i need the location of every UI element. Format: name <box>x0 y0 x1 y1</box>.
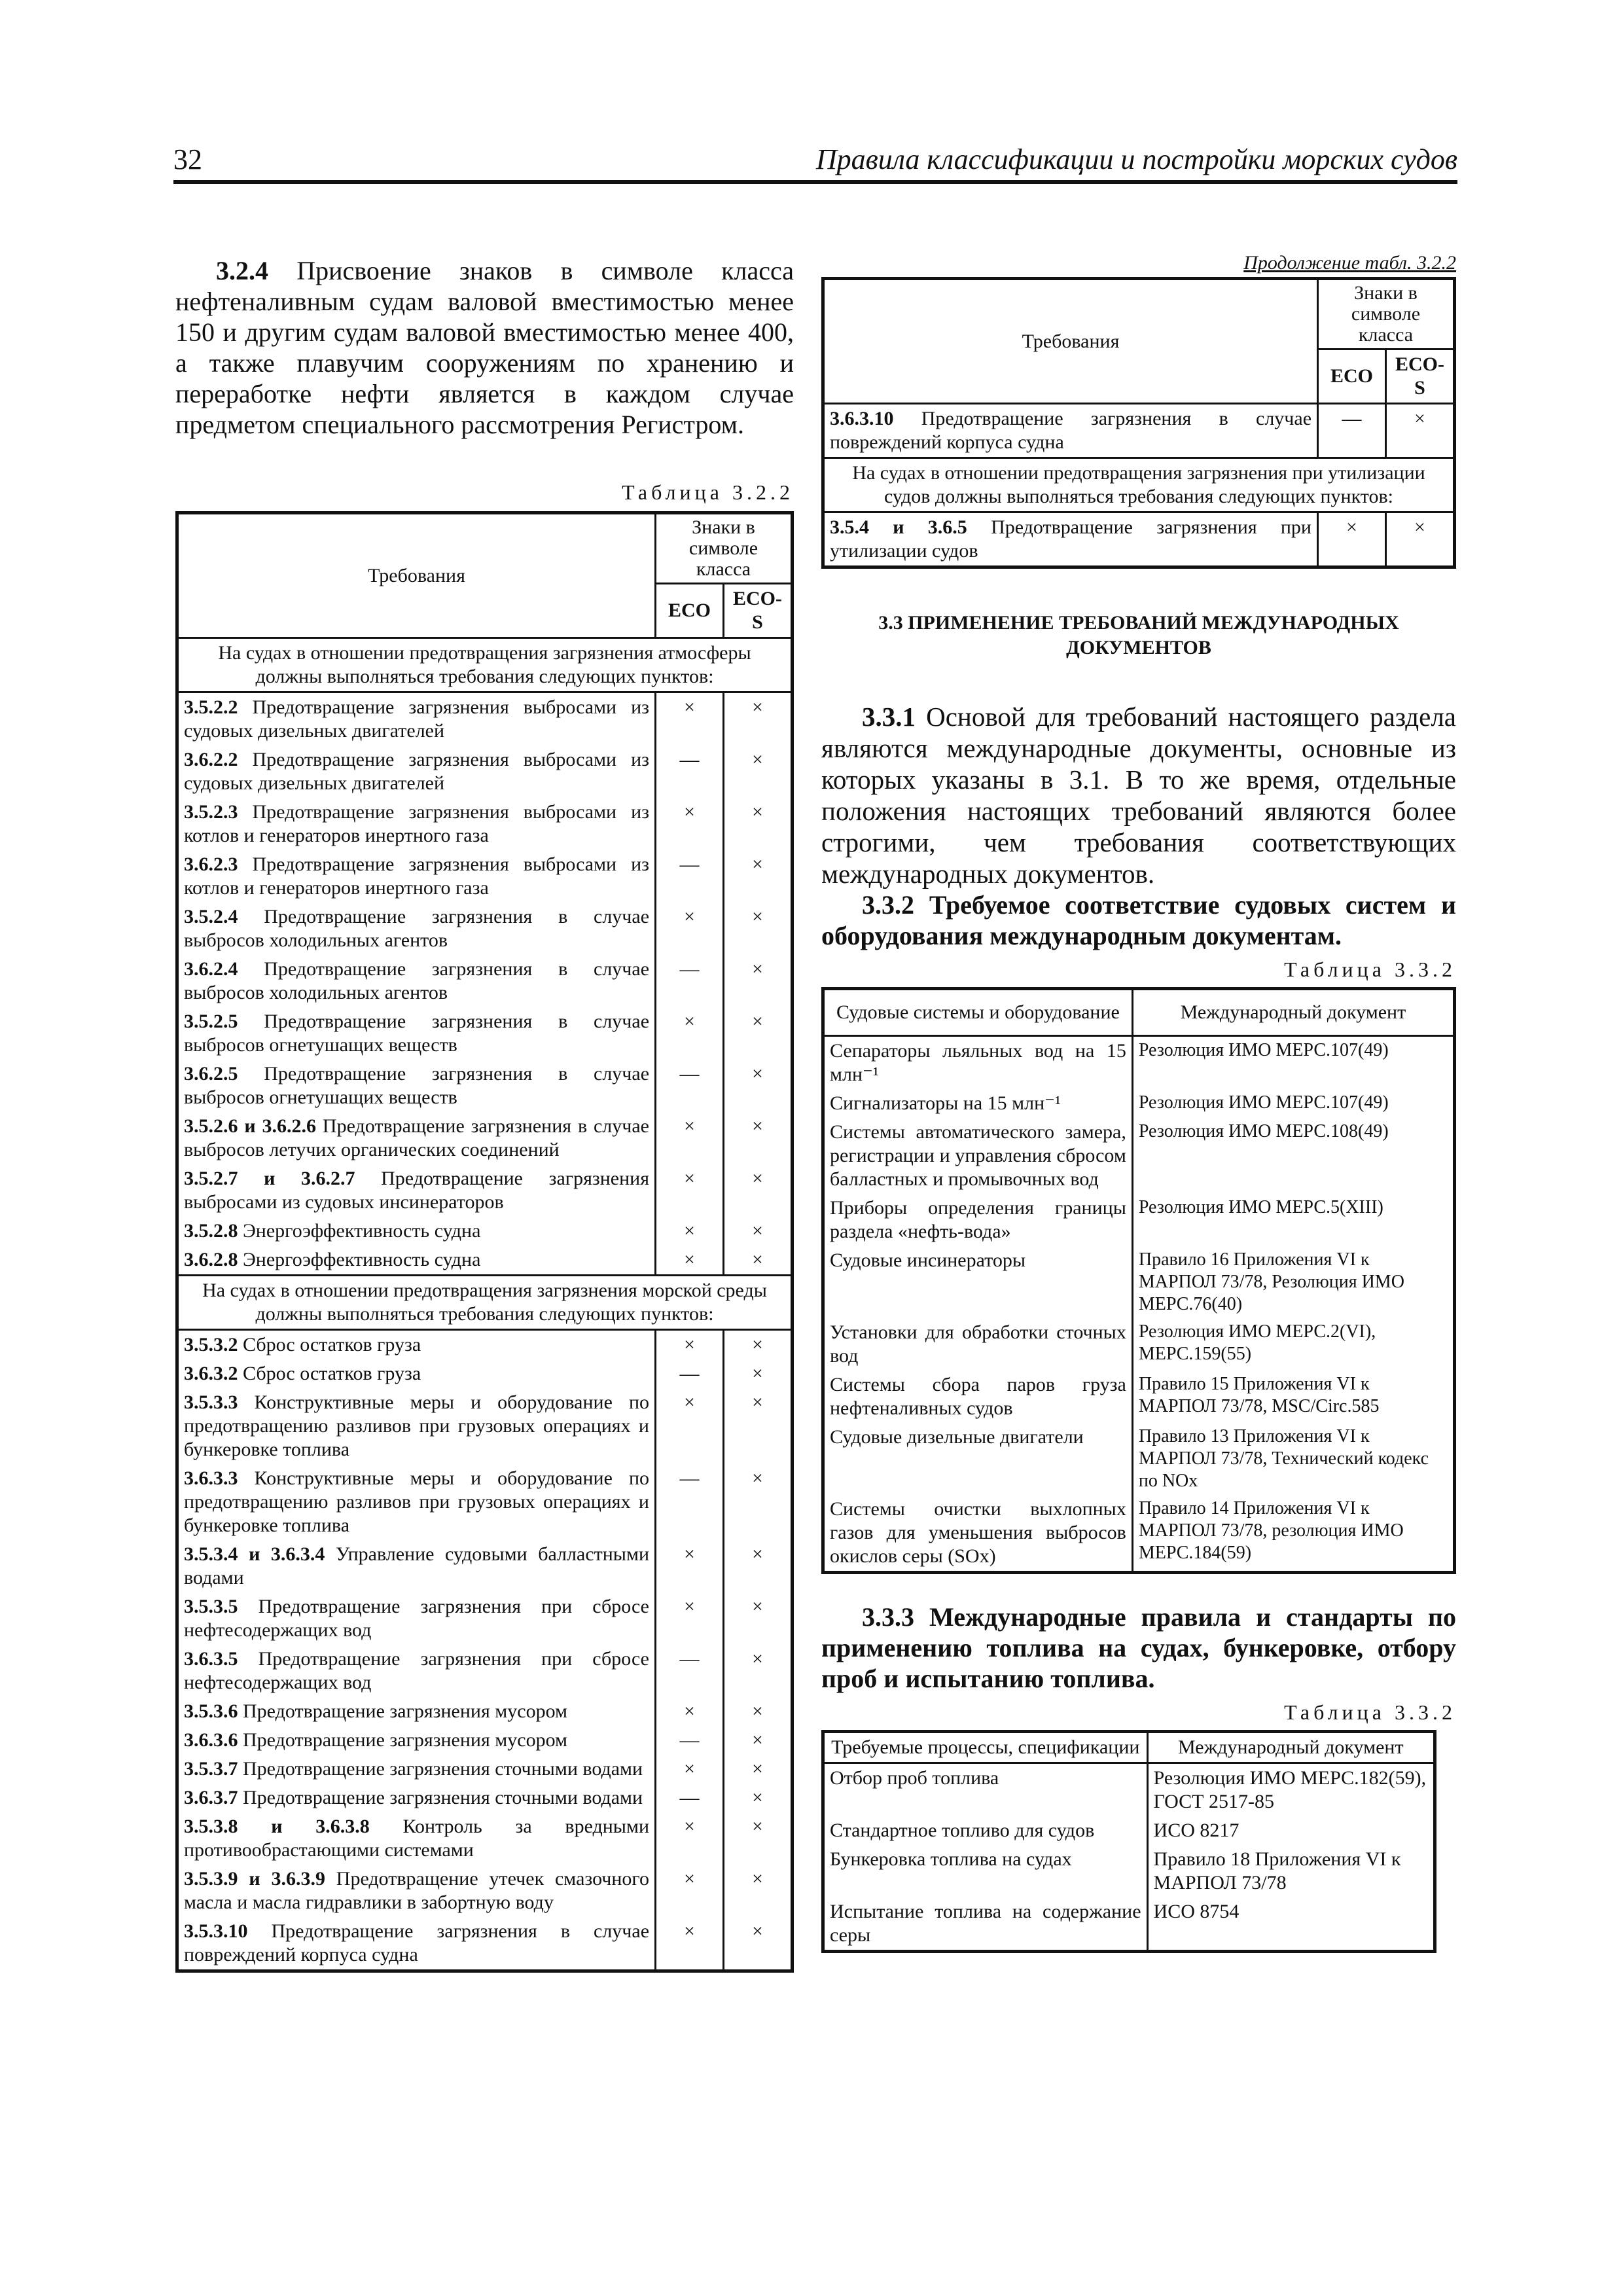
table-row <box>177 1007 793 1060</box>
row-text: Предотвращение загрязнения в случае выбросов холодильных агентов <box>184 906 650 951</box>
eco-mark: × <box>656 1755 724 1784</box>
eco-mark: × <box>656 1007 724 1060</box>
requirement-cell <box>177 692 656 746</box>
right-cell: ИСО 8217 <box>1147 1816 1435 1845</box>
table-row <box>177 1464 793 1540</box>
eco-mark: × <box>656 798 724 850</box>
row-text: Предотвращение загрязнения сточными водами <box>243 1758 643 1780</box>
table-row <box>177 1112 793 1164</box>
eco-s-mark: × <box>724 1164 793 1217</box>
row-number: 3.5.2.3 <box>184 801 238 823</box>
table-row <box>823 1845 1435 1897</box>
requirement-cell <box>177 1164 656 1217</box>
table-row <box>823 1118 1455 1194</box>
equipment-documents-table <box>821 987 1456 1574</box>
row-text: Предотвращение загрязнения при утилизации судов <box>830 516 1311 562</box>
requirement-cell <box>177 1330 656 1360</box>
right-cell: Резолюция ИМО МЕРС.107(49) <box>1132 1089 1454 1118</box>
table-row <box>177 1755 793 1784</box>
row-text: Предотвращение загрязнения в случае выбросов огнетушащих веществ <box>184 1011 650 1056</box>
right-cell: Резолюция ИМО МЕРС.2(VI), МЕРС.159(55) <box>1132 1318 1454 1371</box>
table-row <box>177 1388 793 1464</box>
eco-s-mark: × <box>724 745 793 798</box>
row-text: Предотвращение загрязнения в случае выбросов холодильных агентов <box>184 958 650 1003</box>
row-text: Конструктивные меры и оборудование по предотвращению разливов при грузовых операциях и бункеровке топлива <box>184 1391 650 1460</box>
requirement-cell <box>177 1007 656 1060</box>
requirement-cell <box>177 798 656 850</box>
eco-s-mark: × <box>724 798 793 850</box>
eco-s-mark: × <box>724 850 793 903</box>
paragraph-text: Основой для требований настоящего раздела являются международные документы, основные из которых указаны в 3.1. В то же время, отдельные положения настоящих требований являются более строгими, чем требования соответствующих международных документов. <box>821 702 1456 889</box>
requirement-cell <box>177 1812 656 1865</box>
paragraph-number: 3.3.1 <box>862 702 916 732</box>
requirement-cell <box>177 1464 656 1540</box>
row-number: 3.5.3.3 <box>184 1391 238 1413</box>
requirement-cell <box>177 1917 656 1971</box>
eco-mark: — <box>656 955 724 1007</box>
eco-s-mark: × <box>724 692 793 746</box>
table-body-equipment <box>823 1036 1455 1573</box>
requirement-cell <box>177 1388 656 1464</box>
left-cell: Судовые инсинераторы <box>823 1246 1133 1318</box>
eco-s-mark: × <box>1386 404 1455 458</box>
table-row <box>177 1726 793 1755</box>
row-number: 3.6.3.2 <box>184 1363 238 1384</box>
row-text: Предотвращение загрязнения мусором <box>243 1729 567 1751</box>
row-text: Предотвращение загрязнения в случае выбросов огнетушащих веществ <box>184 1063 650 1108</box>
eco-s-mark: × <box>724 1359 793 1388</box>
right-cell: Правило 16 Приложения VI к МАРПОЛ 73/78, Резолюция ИМО МЕРС.76(40) <box>1132 1246 1454 1318</box>
table-row <box>177 903 793 955</box>
table-row <box>177 1812 793 1865</box>
row-number: 3.5.3.4 и 3.6.3.4 <box>184 1543 325 1565</box>
row-number: 3.5.2.6 и 3.6.2.6 <box>184 1115 317 1137</box>
row-number: 3.6.2.8 <box>184 1249 238 1270</box>
row-number: 3.5.3.6 <box>184 1700 238 1722</box>
row-number: 3.5.3.7 <box>184 1758 238 1780</box>
column-header-document: Международный документ <box>1147 1732 1435 1763</box>
requirement-cell <box>177 1359 656 1388</box>
eco-s-mark: × <box>724 1217 793 1246</box>
left-cell: Установки для обработки сточных вод <box>823 1318 1133 1371</box>
page-header <box>173 141 1457 184</box>
row-number: 3.5.2.5 <box>184 1011 238 1032</box>
column-header-eco: ECO <box>1318 350 1386 404</box>
row-number: 3.5.2.4 <box>184 906 238 927</box>
table-body-fuel <box>823 1763 1435 1952</box>
row-text: Предотвращение утечек смазочного масла и масла гидравлики в забортную воду <box>184 1868 649 1913</box>
row-text: Предотвращение загрязнения в случае выбросов летучих органических соединений <box>184 1115 649 1160</box>
eco-mark: — <box>656 850 724 903</box>
eco-s-mark: × <box>724 1112 793 1164</box>
table-row <box>823 1371 1455 1423</box>
column-header-equipment: Судовые системы и оборудование <box>823 989 1133 1036</box>
requirement-cell <box>177 1217 656 1246</box>
requirement-cell <box>177 1865 656 1917</box>
column-header-processes: Требуемые процессы, спецификации <box>823 1732 1148 1763</box>
row-number: 3.6.2.4 <box>184 958 238 980</box>
eco-s-mark: × <box>724 1060 793 1112</box>
eco-s-mark: × <box>724 1812 793 1865</box>
row-text: Предотвращение загрязнения при сбросе нефтесодержащих вод <box>184 1648 649 1693</box>
table-row <box>177 1865 793 1917</box>
requirement-cell <box>177 903 656 955</box>
requirement-cell <box>177 1784 656 1812</box>
table-row <box>823 1246 1455 1318</box>
eco-s-mark: × <box>724 1388 793 1464</box>
row-number: 3.6.3.7 <box>184 1787 238 1808</box>
row-text: Предотвращение загрязнения при сбросе нефтесодержащих вод <box>184 1596 649 1641</box>
eco-s-mark: × <box>724 1592 793 1645</box>
row-number: 3.6.3.3 <box>184 1467 238 1489</box>
table-row <box>177 1917 793 1971</box>
right-cell: Резолюция ИМО МЕРС.108(49) <box>1132 1118 1454 1194</box>
requirement-cell <box>177 850 656 903</box>
eco-mark: — <box>656 1645 724 1697</box>
eco-mark: × <box>656 1112 724 1164</box>
eco-s-mark: × <box>724 955 793 1007</box>
requirements-table <box>175 511 794 1973</box>
eco-mark: × <box>656 1330 724 1360</box>
section-heading-3-3: 3.3 ПРИМЕНЕНИЕ ТРЕБОВАНИЙ МЕЖДУНАРОДНЫХ ДОКУМЕНТОВ <box>878 612 1399 658</box>
requirement-cell <box>177 745 656 798</box>
left-column <box>175 255 794 1973</box>
left-cell: Испытание топлива на содержание серы <box>823 1897 1148 1952</box>
eco-mark: — <box>656 1464 724 1540</box>
eco-s-mark: × <box>724 1784 793 1812</box>
eco-mark: — <box>656 1784 724 1812</box>
row-number: 3.5.3.5 <box>184 1596 238 1617</box>
table-body-atmosphere <box>177 692 793 1276</box>
eco-mark: × <box>656 1812 724 1865</box>
row-number: 3.6.3.5 <box>184 1648 238 1670</box>
table-row <box>177 955 793 1007</box>
eco-s-mark: × <box>724 1464 793 1540</box>
continuation-caption: Продолжение табл. 3.2.2 <box>1243 252 1456 274</box>
column-header-marks: Знаки в символе класса <box>656 513 793 584</box>
table-row <box>823 1423 1455 1495</box>
eco-mark: — <box>656 1060 724 1112</box>
table-row <box>177 1164 793 1217</box>
left-cell: Приборы определения границы раздела «нефть-вода» <box>823 1194 1133 1246</box>
row-text: Предотвращение загрязнения выбросами из судовых дизельных двигателей <box>184 696 649 742</box>
left-cell: Системы очистки выхлопных газов для уменьшения выбросов окислов серы (SOx) <box>823 1495 1133 1573</box>
requirement-cell <box>177 955 656 1007</box>
row-text: Предотвращение загрязнения выбросами из судовых инсинераторов <box>184 1168 649 1213</box>
table-row <box>823 1194 1455 1246</box>
row-text: Сброс остатков груза <box>243 1334 421 1355</box>
left-cell: Отбор проб топлива <box>823 1763 1148 1817</box>
row-number: 3.6.2.5 <box>184 1063 238 1085</box>
row-text: Предотвращение загрязнения мусором <box>243 1700 567 1722</box>
table-caption: Таблица 3.3.2 <box>1284 958 1456 981</box>
section-row-recycling: На судах в отношении предотвращения загрязнения при утилизации судов должны выполняться требования следующих пунктов: <box>823 458 1455 512</box>
table-row <box>823 1495 1455 1573</box>
table-row <box>823 1036 1455 1090</box>
table-row <box>823 1816 1435 1845</box>
column-header-eco-s: ECO-S <box>724 584 793 638</box>
requirement-cell <box>177 1540 656 1592</box>
table-row <box>177 1645 793 1697</box>
eco-mark: — <box>656 1726 724 1755</box>
eco-mark: × <box>656 1540 724 1592</box>
row-number: 3.5.3.9 и 3.6.3.9 <box>184 1868 325 1890</box>
eco-mark: × <box>1318 512 1386 567</box>
page-number: 32 <box>173 143 202 175</box>
table-row <box>823 404 1455 458</box>
row-number: 3.5.2.7 и 3.6.2.7 <box>184 1168 355 1189</box>
requirement-cell <box>177 1645 656 1697</box>
left-cell: Сепараторы льяльных вод на 15 млн⁻¹ <box>823 1036 1133 1090</box>
requirement-cell <box>177 1697 656 1726</box>
table-row <box>177 1060 793 1112</box>
row-number: 3.6.2.2 <box>184 749 238 770</box>
row-number: 3.5.3.10 <box>184 1920 248 1942</box>
eco-s-mark: × <box>724 1865 793 1917</box>
table-row <box>177 1359 793 1388</box>
column-header-eco: ECO <box>656 584 724 638</box>
eco-mark: × <box>656 1217 724 1246</box>
row-text: Предотвращение загрязнения выбросами из судовых дизельных двигателей <box>184 749 649 794</box>
table-row <box>823 1763 1435 1817</box>
table-row <box>177 1592 793 1645</box>
right-cell: Правило 13 Приложения VI к МАРПОЛ 73/78, Технический кодекс по NOx <box>1132 1423 1454 1495</box>
right-cell: ИСО 8754 <box>1147 1897 1435 1952</box>
right-cell: Резолюция ИМО МЕРС.5(XIII) <box>1132 1194 1454 1246</box>
left-cell: Сигнализаторы на 15 млн⁻¹ <box>823 1089 1133 1118</box>
eco-s-mark: × <box>1386 512 1455 567</box>
row-text: Энергоэффективность судна <box>243 1249 481 1270</box>
row-number: 3.5.3.2 <box>184 1334 238 1355</box>
right-cell: Правило 15 Приложения VI к МАРПОЛ 73/78, MSC/Circ.585 <box>1132 1371 1454 1423</box>
eco-mark: × <box>656 1697 724 1726</box>
row-text: Контроль за вредными противообрастающими системами <box>184 1816 650 1861</box>
right-cell: Резолюция ИМО МЕРС.182(59), ГОСТ 2517-85 <box>1147 1763 1435 1817</box>
table-row <box>823 1318 1455 1371</box>
table-row <box>177 692 793 746</box>
table-row <box>823 1897 1435 1952</box>
row-number: 3.5.2.2 <box>184 696 238 718</box>
requirement-cell <box>177 1592 656 1645</box>
row-text: Конструктивные меры и оборудование по предотвращению разливов при грузовых операциях и бункеровке топлива <box>184 1467 650 1536</box>
table-row <box>823 512 1455 567</box>
column-header-marks: Знаки в символе класса <box>1318 279 1455 350</box>
paragraph-3-3-1 <box>821 701 1456 889</box>
row-text: Предотвращение загрязнения в случае повреждений корпуса судна <box>830 408 1312 453</box>
table-row <box>177 1697 793 1726</box>
column-header-eco-s: ECO-S <box>1386 350 1455 404</box>
eco-mark: × <box>656 692 724 746</box>
column-header-requirements: Требования <box>177 513 656 638</box>
eco-s-mark: × <box>724 903 793 955</box>
eco-s-mark: × <box>724 1540 793 1592</box>
row-number: 3.6.2.3 <box>184 853 238 875</box>
left-cell: Бункеровка топлива на судах <box>823 1845 1148 1897</box>
eco-mark: — <box>656 745 724 798</box>
table-caption: Таблица 3.3.2 <box>1284 1700 1456 1724</box>
row-number: 3.6.3.6 <box>184 1729 238 1751</box>
paragraph-3-3-2: 3.3.2 Требуемое соответствие судовых систем и оборудования международным документам. <box>821 890 1456 950</box>
table-caption: Таблица 3.2.2 <box>622 480 794 504</box>
right-cell: Правило 14 Приложения VI к МАРПОЛ 73/78, резолюция ИМО МЕРС.184(59) <box>1132 1495 1454 1573</box>
left-cell: Системы сбора паров груза нефтеналивных судов <box>823 1371 1133 1423</box>
eco-mark: — <box>656 1359 724 1388</box>
eco-mark: — <box>1318 404 1386 458</box>
eco-mark: × <box>656 903 724 955</box>
table-row <box>177 798 793 850</box>
column-header-document: Международный документ <box>1132 989 1454 1036</box>
continuation-table <box>821 277 1456 569</box>
left-cell: Судовые дизельные двигатели <box>823 1423 1133 1495</box>
table-row <box>177 1784 793 1812</box>
paragraph-3-2-4 <box>175 255 794 440</box>
table-row <box>177 745 793 798</box>
column-header-requirements: Требования <box>823 279 1318 404</box>
table-row <box>177 1217 793 1246</box>
row-number: 3.5.4 и 3.6.5 <box>830 516 967 538</box>
left-cell: Стандартное топливо для судов <box>823 1816 1148 1845</box>
requirement-cell <box>177 1060 656 1112</box>
requirement-cell <box>177 1246 656 1276</box>
paragraph-3-3-3: 3.3.3 Международные правила и стандарты по применению топлива на судах, бункеровке, отбору проб и испытанию топлива. <box>821 1602 1456 1693</box>
eco-s-mark: × <box>724 1007 793 1060</box>
paragraph-number: 3.2.4 <box>216 256 268 285</box>
section-row-atmosphere: На судах в отношении предотвращения загрязнения атмосферы должны выполняться требования следующих пунктов: <box>177 638 793 692</box>
eco-mark: × <box>656 1865 724 1917</box>
eco-s-mark: × <box>724 1697 793 1726</box>
eco-mark: × <box>656 1917 724 1971</box>
eco-s-mark: × <box>724 1726 793 1755</box>
eco-mark: × <box>656 1388 724 1464</box>
table-row <box>823 1089 1455 1118</box>
right-cell: Резолюция ИМО МЕРС.107(49) <box>1132 1036 1454 1090</box>
row-text: Предотвращение загрязнения сточными водами <box>243 1787 643 1808</box>
table-row <box>177 1540 793 1592</box>
left-cell: Системы автоматического замера, регистрации и управления сбросом балластных и промывочных вод <box>823 1118 1133 1194</box>
requirement-cell <box>177 1726 656 1755</box>
row-text: Предотвращение загрязнения выбросами из котлов и генераторов инертного газа <box>184 853 649 899</box>
row-number: 3.6.3.10 <box>830 408 894 429</box>
running-title: Правила классификации и постройки морских судов <box>815 143 1457 175</box>
right-cell: Правило 18 Приложения VI к МАРПОЛ 73/78 <box>1147 1845 1435 1897</box>
right-column <box>821 252 1456 1953</box>
eco-mark: × <box>656 1164 724 1217</box>
row-number: 3.5.3.8 и 3.6.3.8 <box>184 1816 370 1837</box>
table-body-marine <box>177 1330 793 1971</box>
eco-mark: × <box>656 1246 724 1276</box>
table-row <box>177 1330 793 1360</box>
eco-s-mark: × <box>724 1917 793 1971</box>
row-text: Сброс остатков груза <box>243 1363 421 1384</box>
eco-mark: × <box>656 1592 724 1645</box>
row-number: 3.5.2.8 <box>184 1220 238 1242</box>
requirement-cell <box>177 1112 656 1164</box>
section-row-marine: На судах в отношении предотвращения загрязнения морской среды должны выполняться требования следующих пунктов: <box>177 1276 793 1330</box>
fuel-standards-table <box>821 1730 1436 1953</box>
eco-s-mark: × <box>724 1645 793 1697</box>
row-text: Управление судовыми балластными водами <box>184 1543 649 1588</box>
table-row <box>177 1246 793 1276</box>
row-text: Энергоэффективность судна <box>243 1220 481 1242</box>
table-row <box>177 850 793 903</box>
row-text: Предотвращение загрязнения выбросами из котлов и генераторов инертного газа <box>184 801 649 846</box>
paragraph-text: Присвоение знаков в символе класса нефтеналивным судам валовой вместимостью менее 150 и другим судам валовой вместимостью менее 400, а также плавучим сооружениям по хранению и переработке нефти является в каждом случае предметом специального рассмотрения Регистром. <box>175 256 794 439</box>
eco-s-mark: × <box>724 1755 793 1784</box>
row-text: Предотвращение загрязнения в случае повреждений корпуса судна <box>184 1920 650 1965</box>
eco-s-mark: × <box>724 1246 793 1276</box>
requirement-cell <box>177 1755 656 1784</box>
eco-s-mark: × <box>724 1330 793 1360</box>
